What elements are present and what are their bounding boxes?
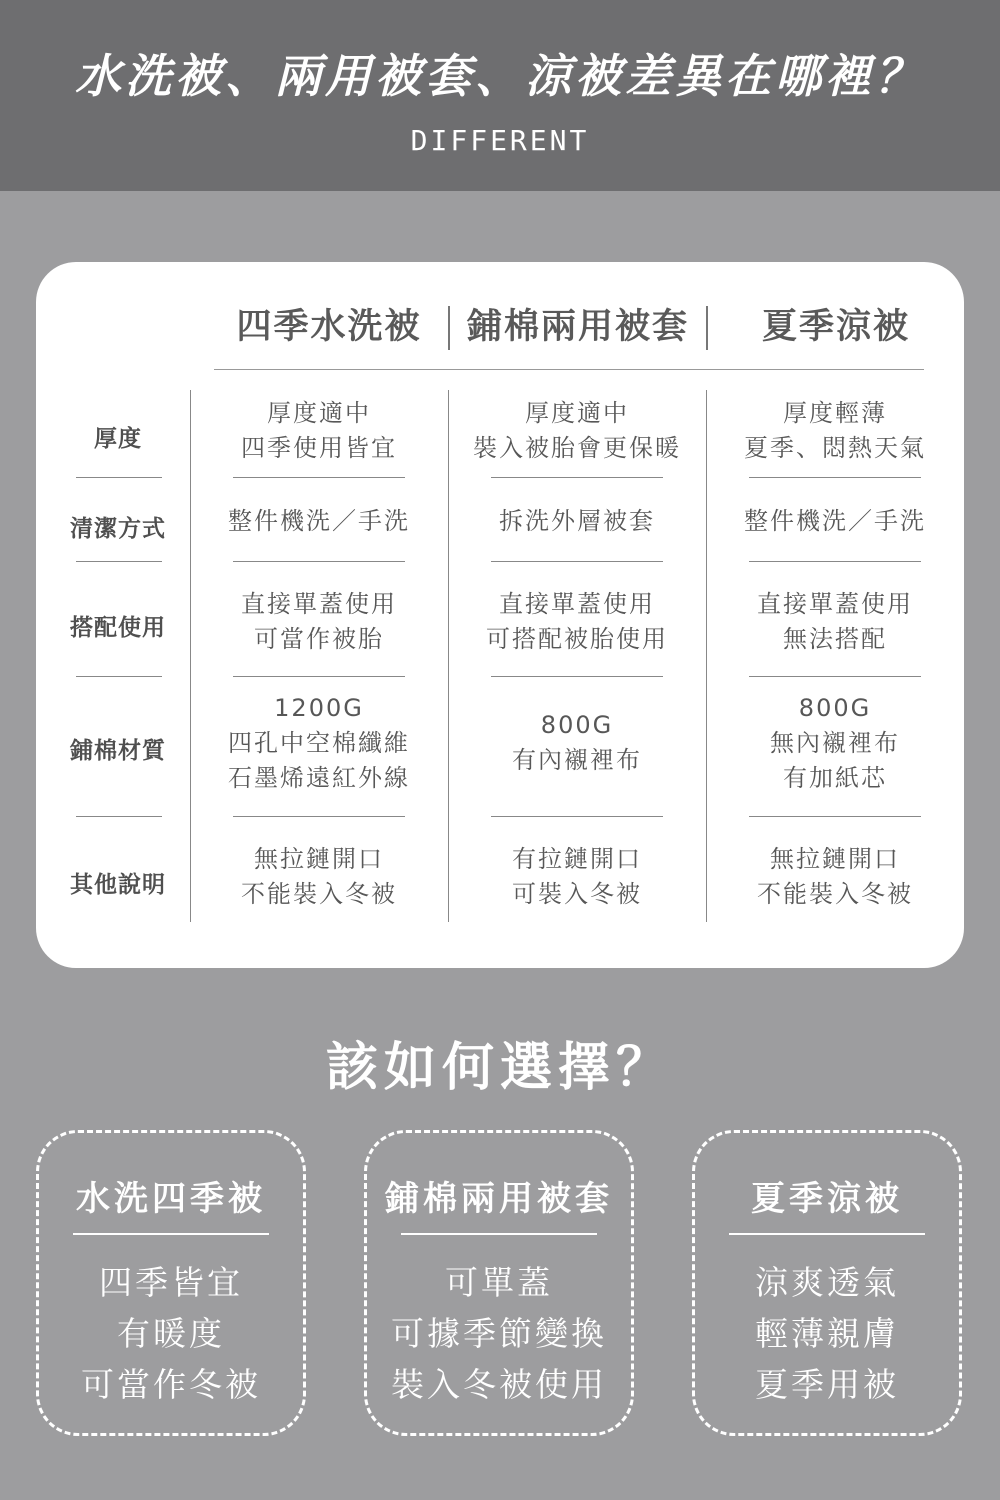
- recommend-box-washable: [36, 1130, 306, 1436]
- recommend-box-duvet-cover: [364, 1130, 634, 1436]
- page-subtitle: DIFFERENT: [410, 124, 590, 157]
- row-divider: [749, 816, 921, 817]
- column-divider: [190, 390, 191, 922]
- column-divider: [448, 390, 449, 922]
- row-divider: [233, 676, 405, 677]
- table-cell: 無拉鏈開口 不能裝入冬被: [241, 845, 397, 908]
- row-divider: [233, 477, 405, 478]
- row-divider: [749, 477, 921, 478]
- row-divider: [491, 561, 663, 562]
- box-title: 夏季涼被: [751, 1179, 903, 1219]
- table-cell: 800G 無內襯裡布 有加紙芯: [770, 694, 900, 792]
- table-cell: 1200G 四孔中空棉纖維 石墨烯遠紅外線: [228, 694, 410, 792]
- table-cell: 厚度輕薄 夏季、悶熱天氣: [744, 399, 926, 462]
- row-label-thickness: 厚度: [94, 426, 142, 452]
- table-cell: 整件機洗／手洗: [744, 507, 926, 535]
- row-label-usage: 搭配使用: [70, 615, 166, 641]
- choose-title: 該如何選擇？: [325, 1038, 674, 1098]
- row-divider: [491, 676, 663, 677]
- table-cell: 無拉鏈開口 不能裝入冬被: [757, 845, 913, 908]
- box-title: 鋪棉兩用被套: [385, 1179, 613, 1219]
- row-divider: [76, 477, 162, 478]
- column-header-1: 四季水洗被: [236, 307, 422, 347]
- box-body: 可單蓋 可據季節變換 裝入冬被使用: [391, 1263, 607, 1404]
- box-divider: [729, 1233, 925, 1235]
- column-header-3: 夏季涼被: [761, 307, 910, 347]
- table-cell: 直接單蓋使用 可搭配被胎使用: [486, 590, 668, 653]
- row-divider: [76, 676, 162, 677]
- table-cell: 直接單蓋使用 無法搭配: [757, 590, 913, 653]
- row-label-cleaning: 清潔方式: [70, 516, 166, 542]
- table-cell: 厚度適中 裝入被胎會更保暖: [473, 399, 681, 462]
- box-title: 水洗四季被: [76, 1179, 266, 1219]
- box-body: 四季皆宜 有暖度 可當作冬被: [81, 1263, 261, 1404]
- header-banner: [0, 0, 1000, 191]
- table-cell: 直接單蓋使用 可當作被胎: [241, 590, 397, 653]
- recommend-box-summer: [692, 1130, 962, 1436]
- box-divider: [73, 1233, 269, 1235]
- header-divider: [214, 369, 924, 370]
- row-label-notes: 其他說明: [70, 872, 166, 898]
- box-body: 涼爽透氣 輕薄親膚 夏季用被: [755, 1263, 899, 1404]
- table-cell: 800G 有內襯裡布: [512, 711, 642, 774]
- row-divider: [233, 816, 405, 817]
- column-header-2: 鋪棉兩用被套: [466, 307, 689, 347]
- page-title: 水洗被、兩用被套、涼被差異在哪裡？: [75, 49, 925, 103]
- row-divider: [76, 816, 162, 817]
- box-divider: [401, 1233, 597, 1235]
- row-divider: [749, 676, 921, 677]
- table-cell: 厚度適中 四季使用皆宜: [241, 399, 397, 462]
- row-divider: [491, 816, 663, 817]
- table-cell: 拆洗外層被套: [499, 507, 655, 535]
- row-divider: [76, 561, 162, 562]
- comparison-card: [36, 262, 964, 968]
- table-cell: 有拉鏈開口 可裝入冬被: [512, 845, 642, 908]
- row-divider: [491, 477, 663, 478]
- row-divider: [233, 561, 405, 562]
- row-divider: [749, 561, 921, 562]
- column-divider: [706, 390, 707, 922]
- table-cell: 整件機洗／手洗: [228, 507, 410, 535]
- row-label-material: 鋪棉材質: [70, 738, 166, 764]
